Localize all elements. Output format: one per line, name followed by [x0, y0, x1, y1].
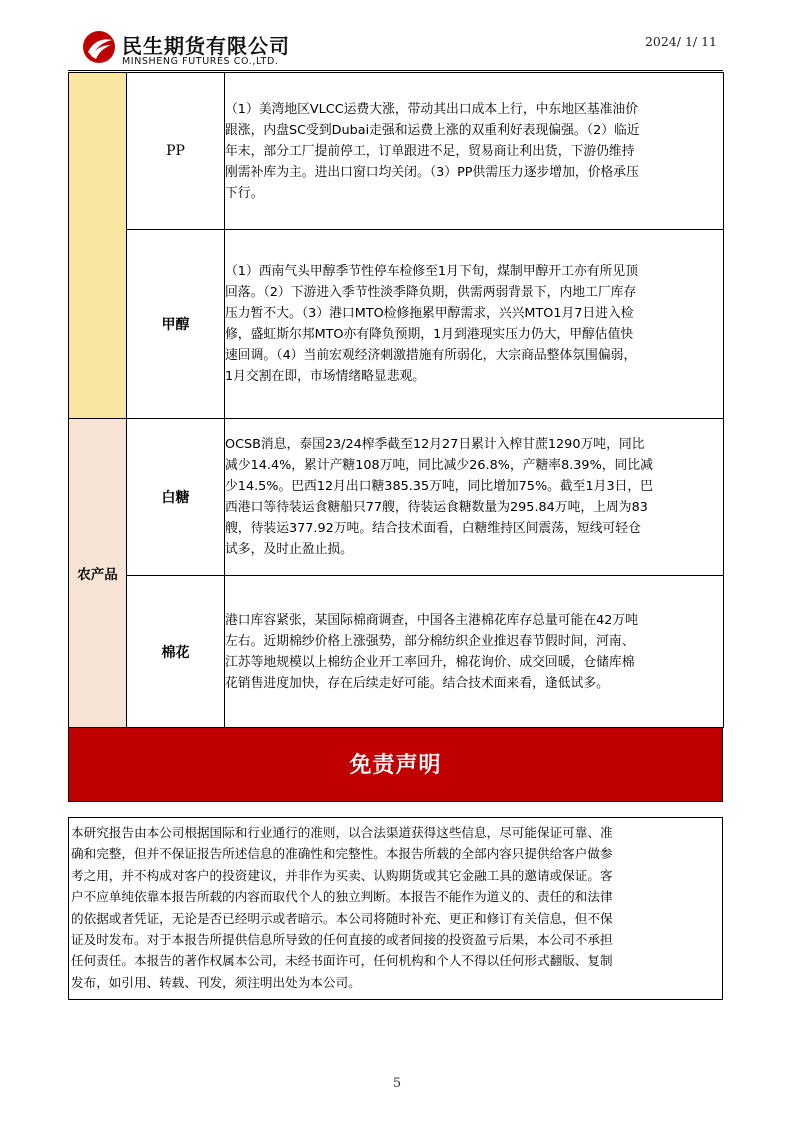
company-name-en: MINSHENG FUTURES CO.,LTD. [122, 56, 279, 67]
table-row [69, 419, 724, 576]
company-name-cn: 民生期货有限公司 [122, 34, 290, 58]
disclaimer-title: 免责声明 [68, 727, 723, 802]
product-cell-sugar: 白糖 [127, 419, 225, 576]
page-number: 5 [392, 1076, 402, 1091]
product-cell-cotton: 棉花 [127, 576, 225, 728]
commodity-table [68, 72, 724, 728]
table-row [69, 230, 724, 419]
header-divider [68, 70, 723, 71]
description-cell-sugar: OCSB消息，泰国23/24榨季截至12月27日累计入榨甘蔗1290万吨，同比 减少14.4%，累计产糖108万吨，同比减少26.8%，产糖率8.39%，同比减 少14.5%。巴西12月出口糖385.35万吨，同比增加75%。截至1月3日，巴 西港口等待装运食糖船只77艘，待装运食糖数量为295.84万吨，上周为83 艘，待装运377.92万吨。结合技术面看，白糖维持区间震荡，短线可轻仓 试多，及时止盈止损。 [225, 419, 724, 576]
disclaimer-text: 本研究报告由本公司根据国际和行业通行的准则，以合法渠道获得这些信息，尽可能保证可靠、准 确和完整，但并不保证报告所述信息的准确性和完整性。本报告所载的全部内容只提供给客户做参 考之用，并不构成对客户的投资建议，并非作为买卖、认购期货或其它金融工具的邀请或保证。客 户不应单纯依靠本报告所载的内容而取代个人的独立判断。本报告不能作为道义的、责任的和法律 的依据或者凭证，无论是否已经明示或者暗示。本公司将随时补充、更正和修订有关信息，但不保 证及时发布。对于本报告所提供信息所导致的任何直接的或者间接的投资盈亏后果，本公司不承担 任何责任。本报告的著作权属本公司，未经书面许可，任何机构和个人不得以任何形式翻版、复制 发布，如引用、转载、刊发，须注明出处为本公司。 [68, 817, 723, 1000]
product-cell-methanol: 甲醇 [127, 230, 225, 419]
category-cell-agri: 农产品 [69, 419, 127, 728]
report-date: 2024/ 1/ 11 [644, 34, 717, 49]
table-row [69, 576, 724, 728]
category-cell-chemicals [69, 73, 127, 419]
table-row [69, 73, 724, 230]
product-cell-pp: PP [127, 73, 225, 230]
description-cell-pp: （1）美湾地区VLCC运费大涨，带动其出口成本上行，中东地区基准油价 跟涨，内盘SC受到Dubai走强和运费上涨的双重利好表现偏强。（2）临近 年末，部分工厂提前停工，订单跟进不足，贸易商让利出货，下游仍维持 刚需补库为主。进出口窗口均关闭。（3）PP供需压力逐步增加，价格承压 下行。 [225, 73, 724, 230]
description-cell-methanol: （1）西南气头甲醇季节性停车检修至1月下旬，煤制甲醇开工亦有所见顶 回落。（2）下游进入季节性淡季降负期，供需两弱背景下，内地工厂库存 压力暂不大。（3）港口MTO检修拖累甲醇需求，兴兴MTO1月7日进入检 修，盛虹斯尔邦MTO亦有降负预期，1月到港现实压力仍大，甲醇估值快 速回调。（4）当前宏观经济刺激措施有所弱化，大宗商品整体氛围偏弱， 1月交割在即，市场情绪略显悲观。 [225, 230, 724, 419]
description-cell-cotton: 港口库容紧张，某国际棉商调查，中国各主港棉花库存总量可能在42万吨 左右。近期棉纱价格上涨强势，部分棉纺织企业推迟春节假时间，河南、 江苏等地规模以上棉纺企业开工率回升，棉花询价、成交回暖，仓储库棉 花销售进度加快，存在后续走好可能。结合技术面来看，逢低试多。 [225, 576, 724, 728]
minsheng-logo-icon [82, 30, 116, 64]
page-header [0, 0, 794, 72]
